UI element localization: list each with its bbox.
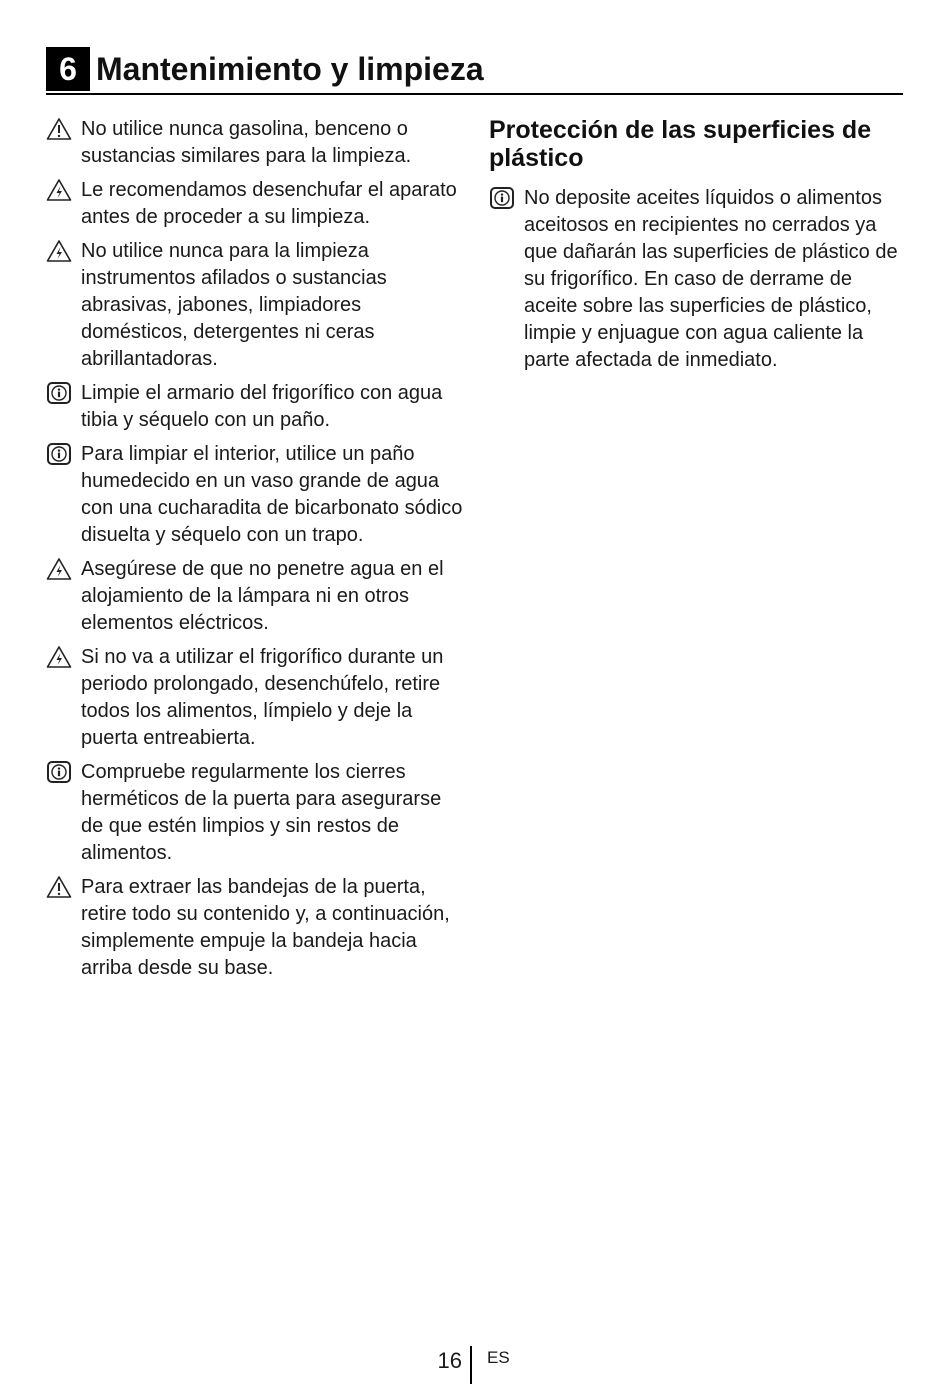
right-column [489, 116, 899, 381]
note-text: No utilice nunca para la limpieza instrumentos afilados o sustancias abrasivas, jabones, limpiadores domésticos, detergentes ni ceras abrillantadoras. [81, 240, 387, 370]
note-item [46, 441, 466, 549]
note-item [46, 556, 466, 637]
warning-icon [46, 117, 72, 141]
info-icon [46, 760, 72, 784]
left-column [46, 116, 466, 989]
page-number: 16 [437, 1348, 462, 1373]
footer-separator [470, 1346, 472, 1384]
section-title: Mantenimiento y limpieza [96, 51, 484, 87]
section-number: 6 [46, 47, 90, 91]
note-item [46, 874, 466, 982]
note-item [46, 238, 466, 373]
note-item [46, 116, 466, 170]
note-text: Le recomendamos desenchufar el aparato antes de proceder a su limpieza. [81, 179, 457, 228]
note-item [46, 380, 466, 434]
note-item [46, 759, 466, 867]
note-text: No utilice nunca gasolina, benceno o sustancias similares para la limpieza. [81, 118, 412, 167]
note-text: Asegúrese de que no penetre agua en el alojamiento de la lámpara ni en otros elementos eléctricos. [81, 558, 444, 634]
note-text: Si no va a utilizar el frigorífico durante un periodo prolongado, desenchúfelo, retire todos los alimentos, límpielo y deje la puerta entreabierta. [81, 646, 444, 749]
electric-warning-icon [46, 557, 72, 581]
note-text: Compruebe regularmente los cierres herméticos de la puerta para asegurarse de que estén limpios y sin restos de alimentos. [81, 761, 442, 864]
note-text: Para extraer las bandejas de la puerta, retire todo su contenido y, a continuación, simplemente empuje la bandeja hacia arriba desde su base. [81, 876, 450, 979]
info-icon [46, 442, 72, 466]
electric-warning-icon [46, 645, 72, 669]
info-icon [46, 381, 72, 405]
note-item [489, 185, 899, 374]
electric-warning-icon [46, 178, 72, 202]
right-notes [489, 185, 899, 374]
note-text: Para limpiar el interior, utilice un paño humedecido en un vaso grande de agua con una cucharadita de bicarbonato sódico disuelta y séquelo con un trapo. [81, 443, 463, 546]
electric-warning-icon [46, 239, 72, 263]
note-text: No deposite aceites líquidos o alimentos aceitosos en recipientes no cerrados ya que dañarán las superficies de plástico de su frigorífico. En caso de derrame de aceite sobre las superficies de plástico, limpie y enjuague con agua caliente la parte afectada de inmediato. [524, 187, 898, 371]
language-code: ES [487, 1348, 510, 1367]
info-icon [489, 186, 515, 210]
subheading-plastic-protection: Protección de las superficies de plástico [489, 116, 872, 172]
section-header [46, 47, 903, 95]
warning-icon [46, 875, 72, 899]
note-item [46, 644, 466, 752]
note-text: Limpie el armario del frigorífico con agua tibia y séquelo con un paño. [81, 382, 443, 431]
note-item [46, 177, 466, 231]
